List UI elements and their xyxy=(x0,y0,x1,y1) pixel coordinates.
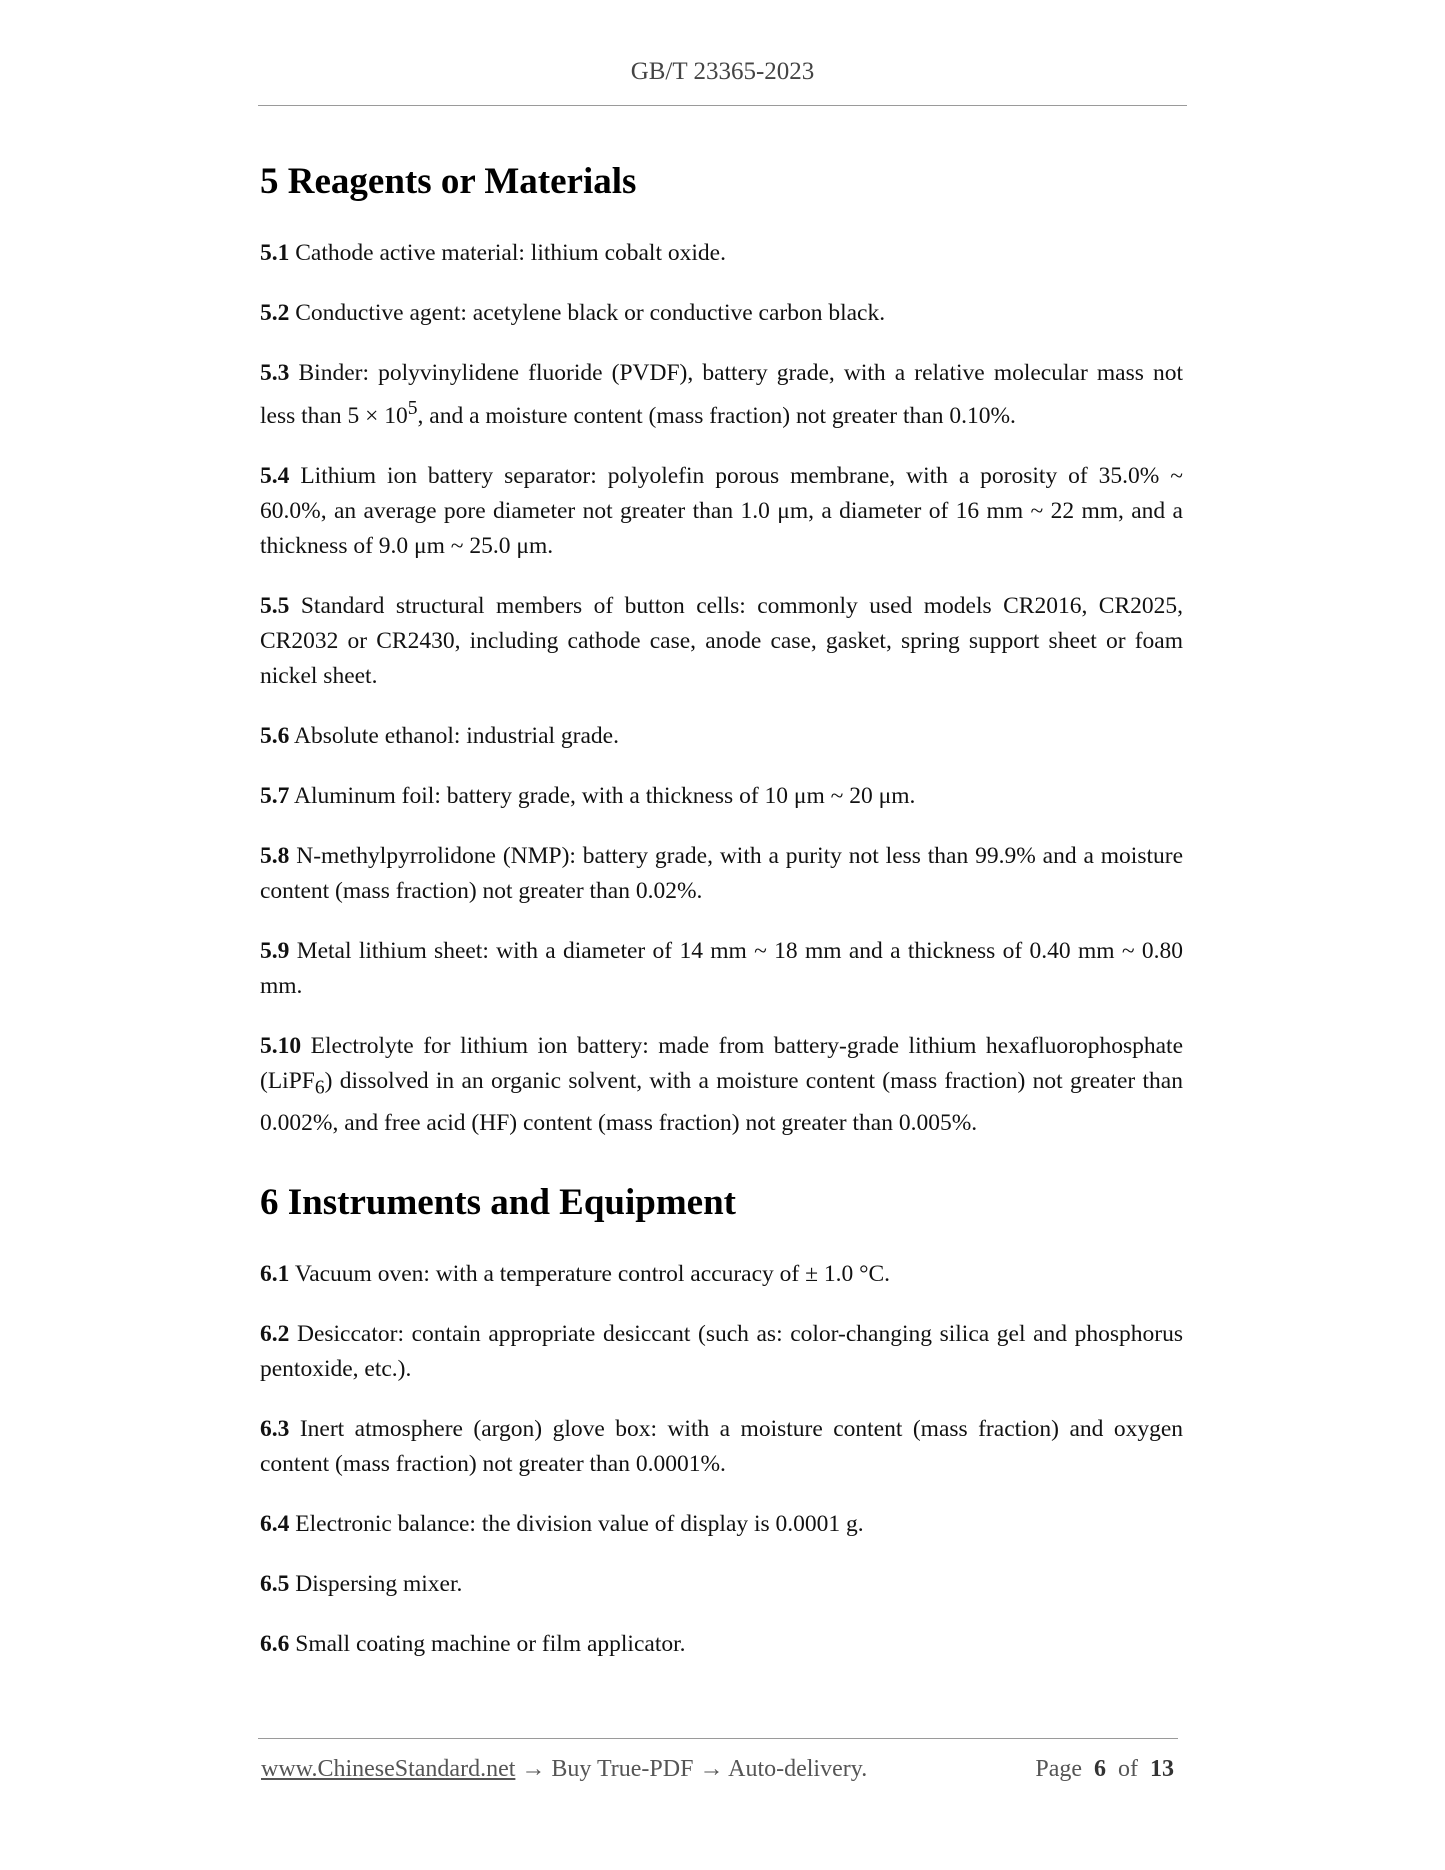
clause-text: Absolute ethanol: industrial grade. xyxy=(293,722,619,749)
section-title-6: 6 Instruments and Equipment xyxy=(260,1181,736,1223)
clause-5-1 xyxy=(260,236,1183,271)
clause-text: Small coating machine or film applicator. xyxy=(295,1630,686,1657)
clause-text: Vacuum oven: with a temperature control accuracy of ± 1.0 °C. xyxy=(294,1260,891,1287)
clause-5-2 xyxy=(260,296,1183,331)
clause-text: Lithium ion battery separator: polyolefin porous membrane, with a porosity of 35.0% ~ 60.0%, an average pore diameter not greater than 1.0 μm, a diameter of 16 mm ~ 22 mm, and a thickness of 9.0 μm ~ 25.0 μm. xyxy=(260,462,1184,559)
clause-5-10 xyxy=(260,1029,1183,1141)
clause-5-5 xyxy=(260,589,1183,694)
clause-6-2 xyxy=(260,1317,1183,1387)
clause-number: 5.1 xyxy=(260,240,290,266)
page-total: 13 xyxy=(1150,1756,1174,1782)
clause-text-continued: , and a moisture content (mass fraction) not greater than 0.10%. xyxy=(417,402,1016,429)
section-title-5: 5 Reagents or Materials xyxy=(260,161,637,202)
clause-number: 5.5 xyxy=(260,592,290,619)
clause-number: 6.3 xyxy=(260,1415,290,1442)
clause-text: Binder: polyvinylidene fluoride (PVDF), battery grade, with a relative molecular mass not less than 5 × 10 xyxy=(260,360,1184,429)
clause-text: N-methylpyrrolidone (NMP): battery grade, with a purity not less than 99.9% and a moisture content (mass fraction) not greater than 0.02%. xyxy=(260,842,1184,904)
page-of-label: of xyxy=(1118,1756,1138,1782)
page-current: 6 xyxy=(1094,1756,1106,1782)
footer-tagline: → Buy True-PDF → Auto-delivery. xyxy=(515,1756,868,1782)
clause-text-continued: ) dissolved in an organic solvent, with a moisture content (mass fraction) not greater than 0.002%, and free acid (HF) content (mass fraction) not greater than 0.005%. xyxy=(260,1067,1183,1136)
clause-text: Standard structural members of button cells: commonly used models CR2016, CR2025, CR2032 or CR2430, including cathode case, anode case, gasket, spring support sheet or foam nickel sheet. xyxy=(260,592,1184,689)
clause-number: 6.6 xyxy=(260,1630,290,1657)
clause-5-9 xyxy=(260,934,1183,1004)
footer-promo xyxy=(261,1756,867,1783)
clause-5-8 xyxy=(260,839,1183,909)
clause-5-7 xyxy=(260,779,1183,814)
page-label: Page xyxy=(1035,1756,1082,1782)
clause-number: 6.1 xyxy=(260,1260,290,1287)
clause-text: Electrolyte for lithium ion battery: made from battery-grade lithium hexafluorophosphate (LiPF xyxy=(260,1032,1183,1094)
clause-number: 5.6 xyxy=(260,722,290,749)
clause-text: Desiccator: contain appropriate desiccant (such as: color-changing silica gel and phosphorus pentoxide, etc.). xyxy=(260,1320,1184,1382)
clause-6-6 xyxy=(260,1627,1183,1662)
superscript-exponent: 5 xyxy=(407,398,418,419)
page-body xyxy=(260,158,1183,1687)
running-header: GB/T 23365-2023 xyxy=(630,58,815,85)
clause-number: 5.2 xyxy=(260,300,290,326)
clause-6-5 xyxy=(260,1567,1183,1602)
clause-number: 5.7 xyxy=(260,782,290,809)
clause-number: 5.10 xyxy=(260,1032,302,1059)
clause-6-1 xyxy=(260,1257,1183,1292)
clause-number: 5.3 xyxy=(260,360,290,386)
clause-text: Metal lithium sheet: with a diameter of 14 mm ~ 18 mm and a thickness of 0.40 mm ~ 0.80 mm. xyxy=(260,937,1184,999)
website-link[interactable]: www.ChineseStandard.net xyxy=(261,1756,516,1782)
page-footer xyxy=(261,1756,1179,1792)
clause-6-3 xyxy=(260,1412,1183,1482)
clause-text: Cathode active material: lithium cobalt oxide. xyxy=(295,240,726,266)
clause-text: Conductive agent: acetylene black or conductive carbon black. xyxy=(295,300,886,326)
footer-divider xyxy=(258,1738,1178,1739)
clause-text: Aluminum foil: battery grade, with a thickness of 10 μm ~ 20 μm. xyxy=(293,782,916,809)
clause-5-3 xyxy=(260,356,1183,434)
clause-number: 6.4 xyxy=(260,1510,290,1537)
clause-number: 6.5 xyxy=(260,1570,290,1597)
clause-text: Dispersing mixer. xyxy=(295,1570,463,1597)
page-indicator xyxy=(1035,1756,1174,1783)
header-divider xyxy=(258,105,1187,106)
subscript-index: 6 xyxy=(314,1077,325,1099)
clause-number: 5.8 xyxy=(260,842,290,869)
clause-number: 6.2 xyxy=(260,1320,290,1347)
clause-text: Inert atmosphere (argon) glove box: with a moisture content (mass fraction) and oxygen content (mass fraction) not greater than 0.0001%. xyxy=(260,1415,1184,1477)
clause-number: 5.9 xyxy=(260,937,290,964)
clause-number: 5.4 xyxy=(260,462,290,489)
clause-5-6 xyxy=(260,719,1183,754)
clause-5-4 xyxy=(260,459,1183,564)
clause-6-4 xyxy=(260,1507,1183,1542)
clause-text: Electronic balance: the division value of display is 0.0001 g. xyxy=(295,1510,864,1537)
